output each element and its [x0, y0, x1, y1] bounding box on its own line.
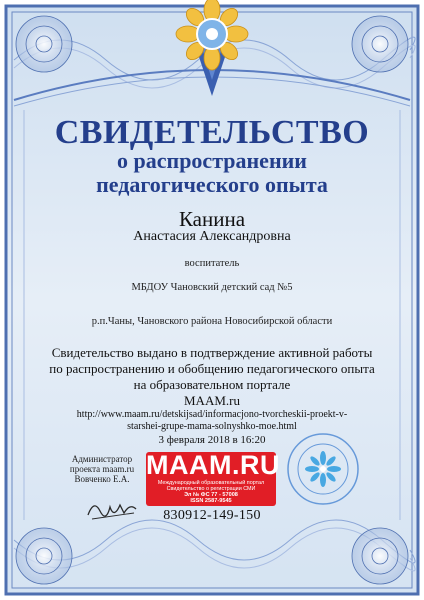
body-text-line1: Свидетельство выдано в подтверждение активной работы [51, 345, 373, 360]
body-text-line3: на образовательном портале [133, 377, 291, 392]
recipient-organization: МБДОУ Чановский детский сад №5 [131, 282, 293, 293]
medal-emblem [172, 0, 252, 96]
logo-name: MAAM.RU [146, 450, 280, 480]
issue-date: 3 февраля 2018 в 16:20 [158, 434, 266, 446]
logo-registration-label: Свидетельство о регистрации СМИ [166, 486, 256, 492]
certificate-subtitle-line1: о распространении [117, 148, 307, 173]
corner-rosette-bottom-left [16, 528, 72, 584]
publication-url-line1: http://www.maam.ru/detskijsad/informacjono-tvorcheskii-proekt-v- [76, 409, 348, 420]
admin-project: проекта maam.ru [69, 464, 135, 474]
logo-registration-number: Эл № ФС 77 - 57008 [184, 492, 238, 498]
corner-rosette-bottom-right [352, 528, 408, 584]
certificate-title: СВИДЕТЕЛЬСТВО [54, 114, 370, 151]
corner-rosette-top-right [352, 16, 408, 72]
logo-subtitle: Международный образовательный портал [157, 480, 265, 486]
recipient-surname: Канина [178, 207, 246, 231]
admin-name: Вовченко Е.А. [74, 474, 130, 484]
publication-url-line2: starshei-grupe-mama-solnyshko-moe.html [127, 421, 297, 432]
corner-rosette-top-left [16, 16, 72, 72]
body-text-line2: по распространению и обобщению педагогического опыта [49, 361, 375, 376]
certificate-subtitle-line2: педагогического опыта [96, 172, 328, 197]
admin-title: Администратор [71, 454, 133, 464]
official-stamp [286, 432, 360, 506]
recipient-position: воспитатель [184, 258, 240, 269]
recipient-location: р.п.Чаны, Чановского района Новосибирской области [91, 316, 333, 327]
maam-logo [146, 450, 280, 506]
logo-issn: ISSN 2587-9545 [190, 498, 232, 504]
recipient-first-names: Анастасия Александровна [133, 229, 291, 244]
certificate-number: 830912-149-150 [163, 508, 261, 523]
portal-name: MAAM.ru [184, 393, 240, 408]
